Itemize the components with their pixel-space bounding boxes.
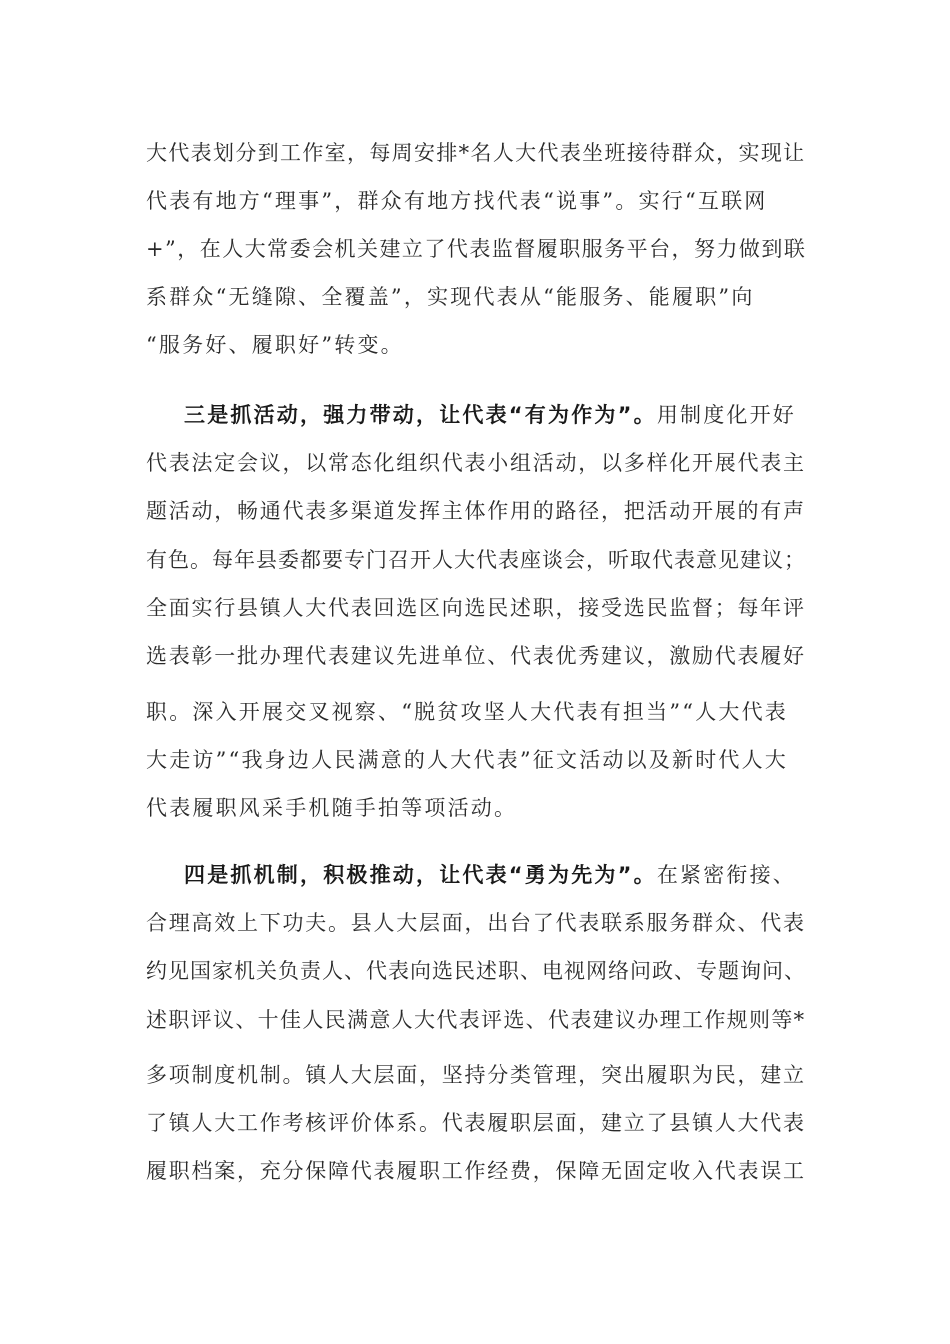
text-line: +”，在人大常委会机关建立了代表监督履职服务平台，努力做到联 bbox=[146, 237, 807, 261]
text-line: 全面实行县镇人大代表回选区向选民述职，接受选民监督；每年评 bbox=[146, 596, 806, 620]
text-line: 代表履职风采手机随手拍等项活动。 bbox=[146, 796, 518, 820]
text-line: 述职评议、十佳人民满意人大代表评选、代表建议办理工作规则等* bbox=[146, 1008, 806, 1032]
text-line: 职。深入开展交叉视察、“脱贫攻坚人大代表有担当”“人大代表 bbox=[146, 700, 789, 724]
text-line: 履职档案，充分保障代表履职工作经费，保障无固定收入代表误工 bbox=[146, 1159, 806, 1183]
text-line: 系群众“无缝隙、全覆盖”，实现代表从“能服务、能履职”向 bbox=[146, 285, 755, 309]
text-line: 代表法定会议，以常态化组织代表小组活动，以多样化开展代表主 bbox=[146, 451, 806, 475]
text-line: “服务好、履职好”转变。 bbox=[146, 333, 404, 357]
text-line: 选表彰一批办理代表建议先进单位、代表优秀建议，激励代表履好 bbox=[146, 644, 806, 668]
text-line: 代表有地方“理事”，群众有地方找代表“说事”。实行“互联网 bbox=[146, 189, 768, 213]
text-line: 题活动，畅通代表多渠道发挥主体作用的路径，把活动开展的有声 bbox=[146, 499, 806, 523]
text-run: 在紧密衔接、 bbox=[656, 863, 797, 887]
text-line: 了镇人大工作考核评价体系。代表履职层面，建立了县镇人大代表 bbox=[146, 1111, 806, 1135]
text-line: 约见国家机关负责人、代表向选民述职、电视网络问政、专题询问、 bbox=[146, 959, 806, 983]
text-line: 多项制度机制。镇人大层面，坚持分类管理，突出履职为民，建立 bbox=[146, 1063, 806, 1087]
text-line: 大走访”“我身边人民满意的人大代表”征文活动以及新时代人大 bbox=[146, 748, 789, 772]
paragraph-first-line bbox=[184, 395, 806, 435]
paragraph-heading: 三是抓活动，强力带动，让代表“有为作为”。 bbox=[184, 403, 657, 427]
paragraph-heading: 四是抓机制，积极推动，让代表“勇为先为”。 bbox=[184, 863, 657, 887]
text-line: 有色。每年县委都要专门召开人大代表座谈会，听取代表意见建议； bbox=[146, 548, 806, 572]
text-line: 大代表划分到工作室，每周安排*名人大代表坐班接待群众，实现让 bbox=[146, 141, 806, 165]
text-run: 用制度化开好 bbox=[656, 403, 797, 427]
text-line: 合理高效上下功夫。县人大层面，出台了代表联系服务群众、代表 bbox=[146, 911, 806, 935]
paragraph-first-line bbox=[184, 855, 806, 895]
